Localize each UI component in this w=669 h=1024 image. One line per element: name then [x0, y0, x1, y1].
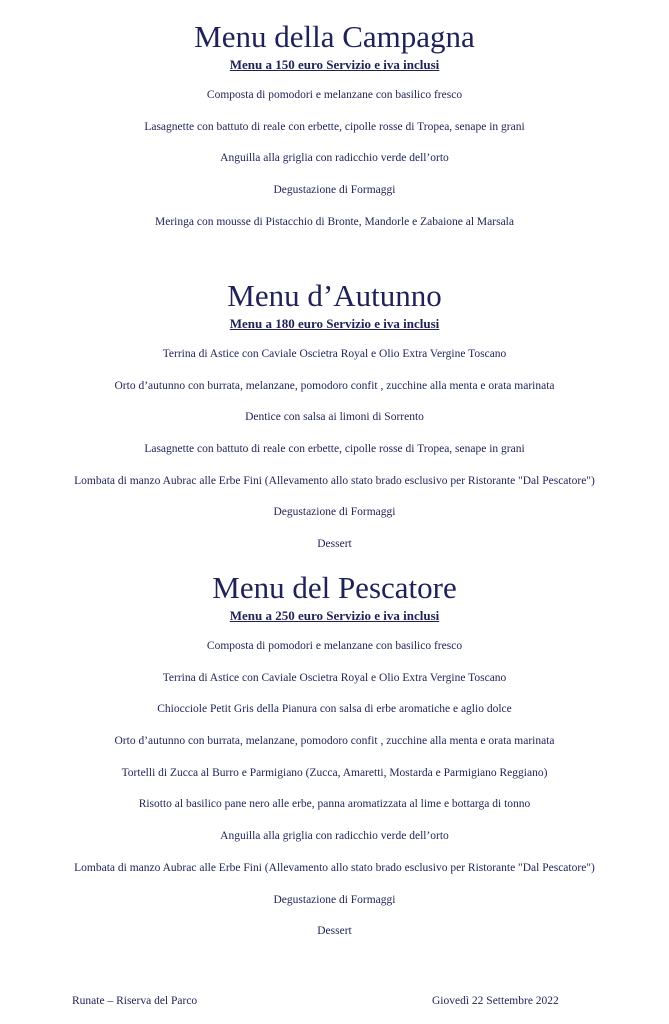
course-item: Dessert — [317, 538, 352, 551]
course-item: Orto d’autunno con burrata, melanzane, pomodoro confit , zucchine alla menta e orata marinata — [114, 379, 555, 392]
menu-price: Menu a 250 euro Servizio e iva inclusi — [229, 608, 440, 623]
course-item: Meringa con mousse di Pistacchio di Bronte, Mandorle e Zabaione al Marsala — [155, 215, 514, 228]
menu-price: Menu a 150 euro Servizio e iva inclusi — [229, 57, 440, 72]
course-list — [0, 639, 669, 956]
course-item: Degustazione di Formaggi — [273, 184, 396, 197]
course-item: Orto d’autunno con burrata, melanzane, pomodoro confit , zucchine alla menta e orata marinata — [114, 735, 555, 748]
course-item: Lasagnette con battuto di reale con erbette, cipolle rosse di Tropea, senape in grani — [144, 120, 525, 133]
course-item: Lombata di manzo Aubrac alle Erbe Fini (Allevamento allo stato brado esclusivo per Ristorante "Dal Pescatore") — [74, 861, 595, 874]
menu-price: Menu a 180 euro Servizio e iva inclusi — [229, 316, 440, 331]
menu-campagna — [0, 20, 669, 246]
footer-date: Giovedì 22 Settembre 2022 — [432, 995, 559, 1007]
course-list — [0, 347, 669, 569]
course-item: Composta di pomodori e melanzane con basilico fresco — [206, 89, 463, 101]
course-item: Dessert — [317, 925, 352, 938]
menu-title: Menu della Campagna — [194, 19, 475, 54]
course-item: Degustazione di Formaggi — [273, 506, 396, 519]
course-item: Tortelli di Zucca al Burro e Parmigiano (Zucca, Amaretti, Mostarda e Parmigiano Reggiano) — [121, 766, 548, 779]
course-item: Anguilla alla griglia con radicchio verde dell’orto — [220, 830, 449, 843]
course-item: Anguilla alla griglia con radicchio verde dell’orto — [220, 152, 449, 165]
menu-title: Menu del Pescatore — [212, 570, 457, 605]
course-item: Terrina di Astice con Caviale Oscietra Royal e Olio Extra Vergine Toscano — [162, 348, 507, 360]
course-item: Degustazione di Formaggi — [273, 893, 396, 906]
footer-location: Runate – Riserva del Parco — [72, 995, 198, 1007]
menu-pescatore — [0, 571, 669, 956]
course-item: Composta di pomodori e melanzane con basilico fresco — [206, 640, 463, 652]
menu-autunno — [0, 279, 669, 569]
course-item: Terrina di Astice con Caviale Oscietra Royal e Olio Extra Vergine Toscano — [162, 671, 507, 684]
course-item: Lombata di manzo Aubrac alle Erbe Fini (Allevamento allo stato brado esclusivo per Ristorante "Dal Pescatore") — [74, 474, 595, 487]
course-list — [0, 88, 669, 246]
menu-title: Menu d’Autunno — [227, 278, 442, 313]
course-item: Lasagnette con battuto di reale con erbette, cipolle rosse di Tropea, senape in grani — [144, 443, 525, 456]
course-item: Chiocciole Petit Gris della Pianura con salsa di erbe aromatiche e aglio dolce — [157, 703, 512, 716]
course-item: Risotto al basilico pane nero alle erbe, panna aromatizzata al lime e bottarga di tonno — [138, 798, 531, 811]
course-item: Dentice con salsa ai limoni di Sorrento — [245, 411, 424, 424]
